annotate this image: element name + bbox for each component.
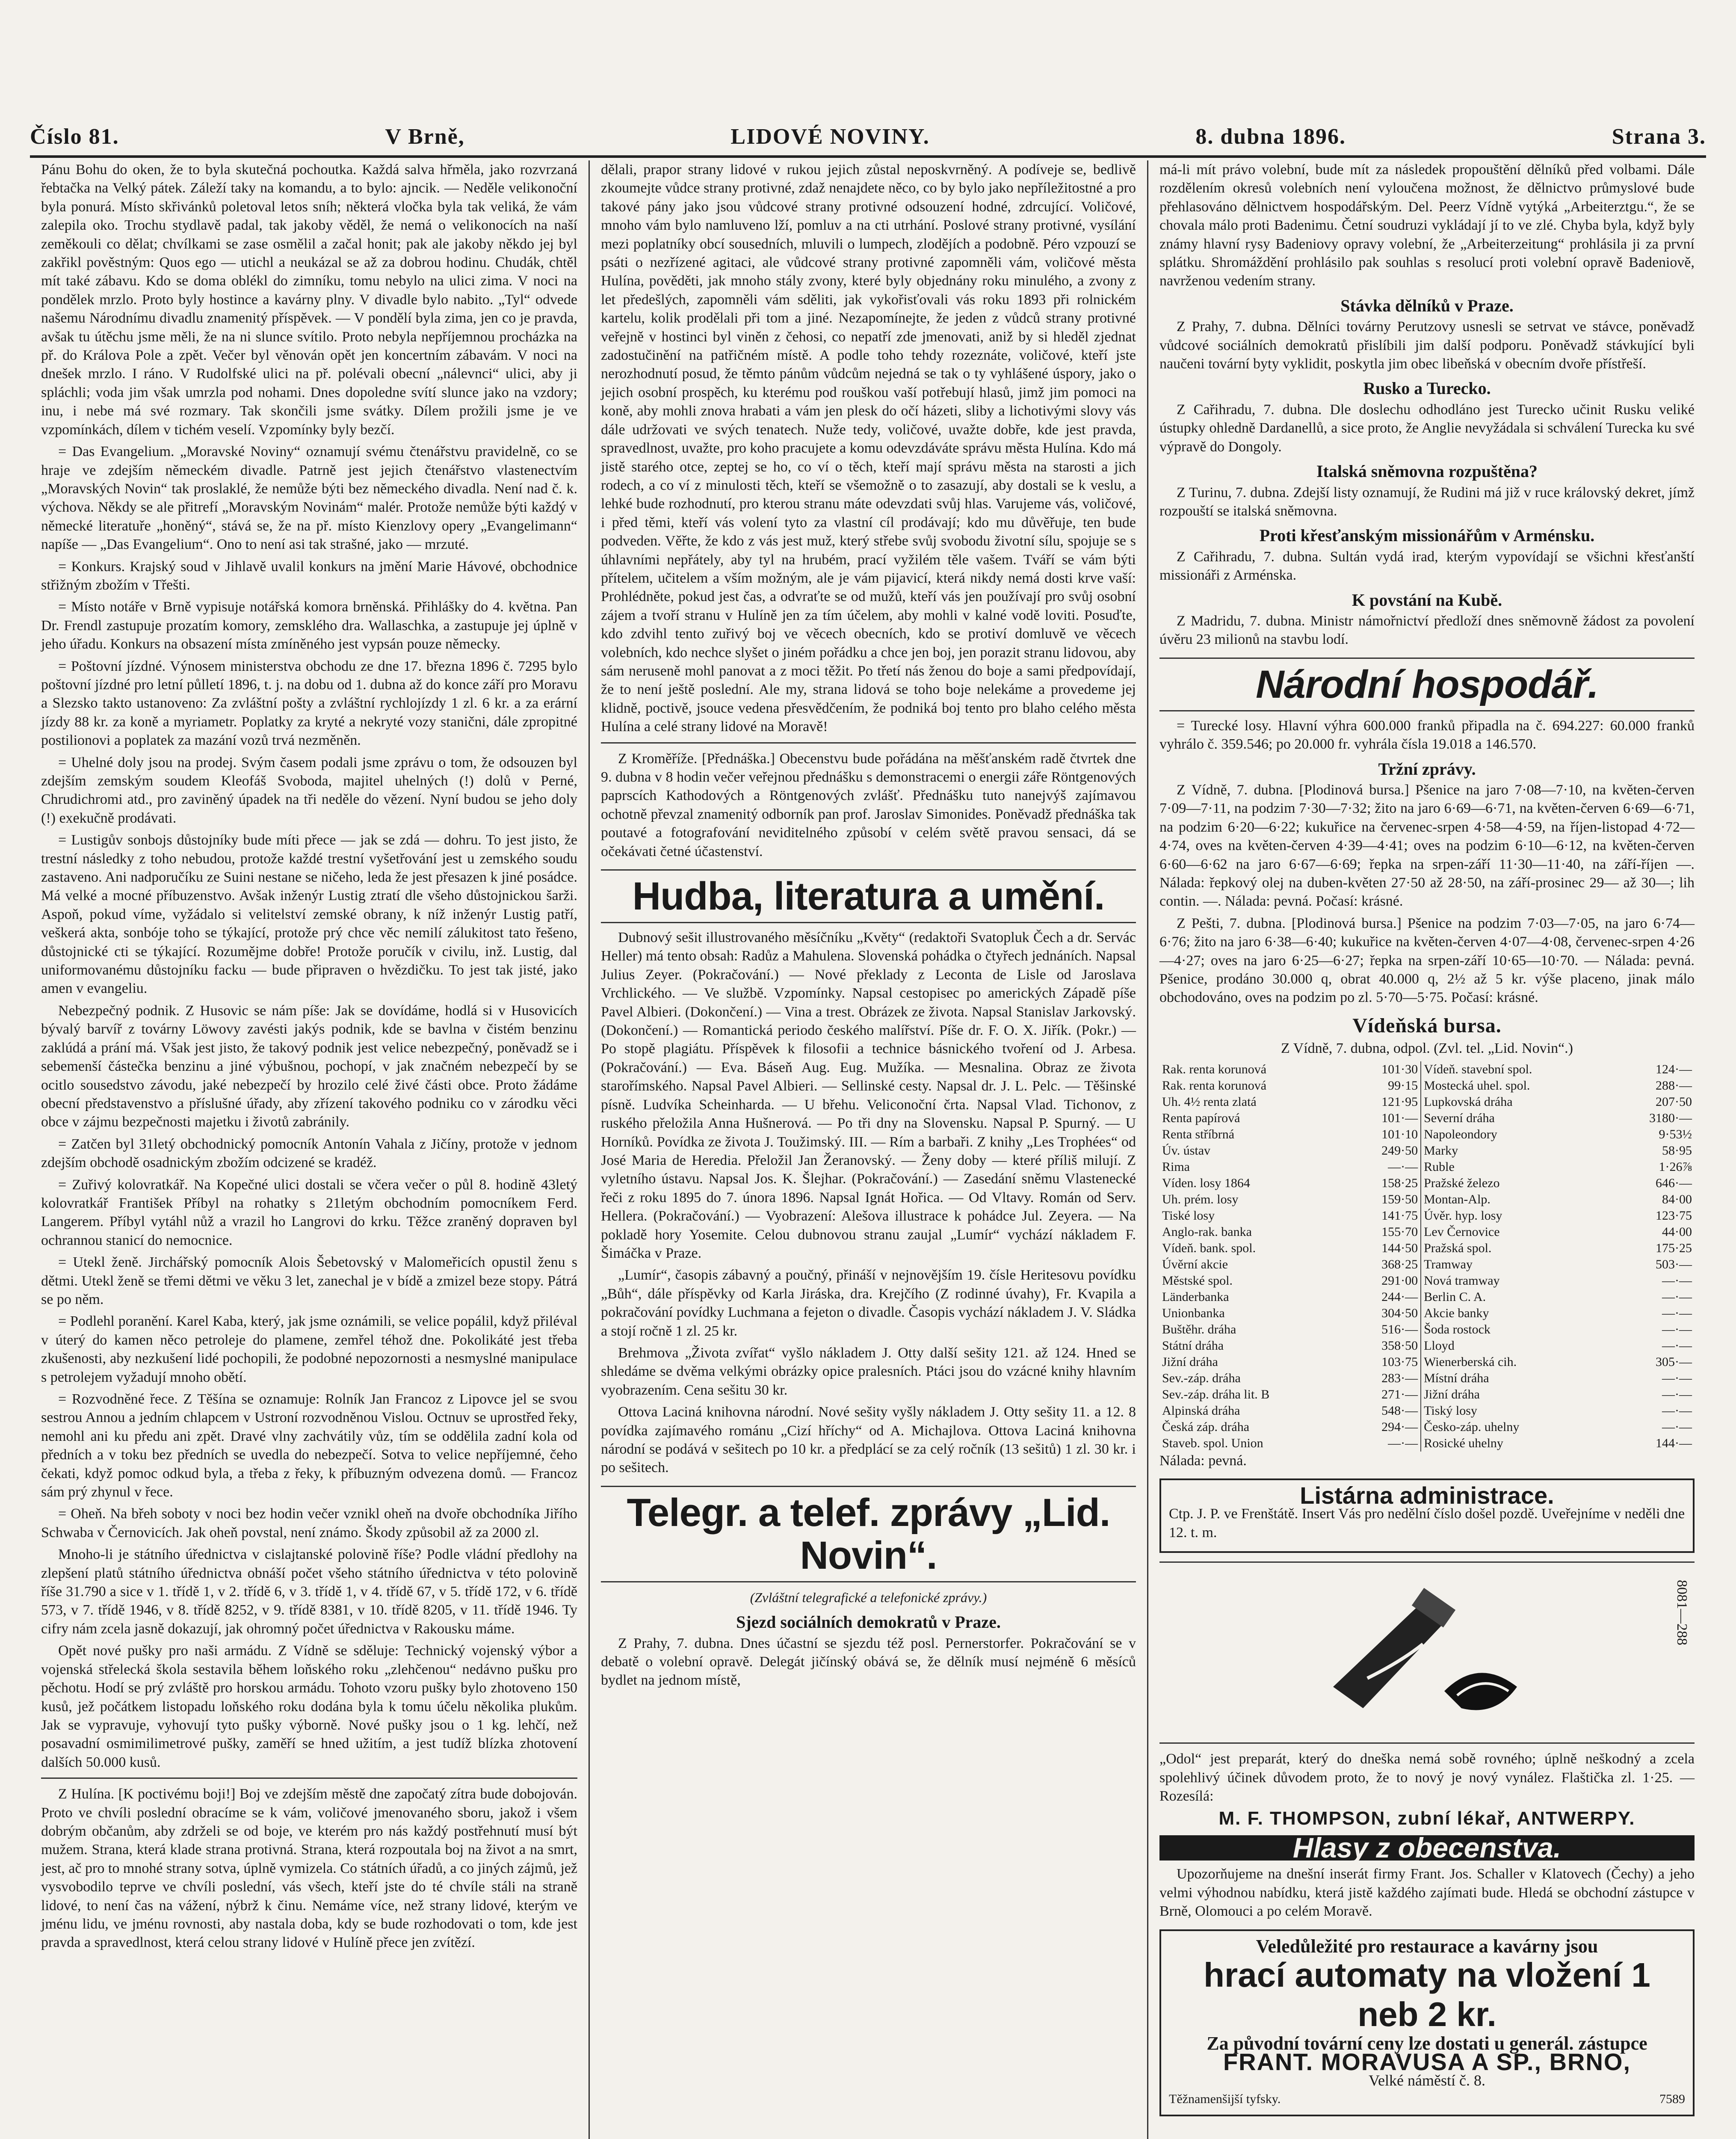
- stock-name: Šoda rostock: [1421, 1321, 1613, 1338]
- stock-row: [1159, 1110, 1695, 1126]
- stock-row: [1159, 1191, 1695, 1208]
- stock-price: 159·50: [1381, 1192, 1418, 1206]
- bursa-mood: Nálada: pevná.: [1159, 1452, 1247, 1469]
- stock-price: 207·50: [1656, 1094, 1692, 1109]
- stock-price: 175·25: [1656, 1241, 1692, 1255]
- stock-price: 155·70: [1381, 1224, 1418, 1239]
- news-heading: Proti křesťanským missionářům v Arménsku.: [1259, 526, 1595, 545]
- notice-title: Listárna administrace.: [1300, 1482, 1554, 1509]
- article-paragraph: Opět nové pušky pro naši armádu. Z Vídně se sděluje: Technický vojenský výbor a vojenská střelecká škola sestavila během loňského roku „zlehčenou“ nedávno pušku pro pěchotu. Hodí se prý zvláště pro horskou armádu. Tohoto vzoru pušky bylo zhotoveno 150 kusů, jež počátkem listopadu loňského roku dodána byla k tomu účelu několika plukům. Jak se vypravuje, vyhovují tyto pušky výborně. Nové pušky jsou o 1 kg. lehčí, než posavadní osmimilimetrové pušky, zaměří se hned užitím, a jest tudíž blízka zhotovení dalších 50.000 kusů.: [41, 1643, 577, 1770]
- stock-price: 124·—: [1656, 1062, 1692, 1076]
- article-paragraph: = Das Evangelium. „Moravské Noviny“ oznamují svému čtenářstvu pravidelně, co se hraje ve zdejším německém divadle. Patrně jest jejich čtenářstvo vlastenectvím „Moravských Novin“ tak proslaklé, že nemůže býti bez německého divadla. Není nad č. k. výchova. Někdy se ale přitrefí „Moravským Novinám“ malér. Protože nemůže býti každý v německé literatuře „honěný“, stává se, že na př. místo Kienzlovy opery „Evangelimann“ napíše — „Das Evangelium“. Ono to není asi tak strašné, jako — mrzuté.: [41, 444, 577, 553]
- news-heading: Sjezd sociálních demokratů v Praze.: [736, 1612, 1001, 1632]
- article-paragraph: dělali, prapor strany lidové v rukou jejich zůstal neposkvrněný. A podíveje se, bedlivě zkoumejte vůdce strany protivné, zdaž nenajdete něco, co by bylo jako nepříležitostné a pro takové pány jako jsou vůdcové strany protivné odsouzení hodné, zdrcující. Voličové, mnoho vám bylo namluveno lží, pomluv a na cti utrhání. Poslové strany protivné, vysílání mezi poplatníky obcí sousedních, mluvili o lumpech, zlodějích a podobně. Péro vzpouzí se psáti o nezřízené agitaci, ale vůdcové strany protivné zapomněli vám, voličové města Hulína, pověděti, jak mnoho stály zvony, které byly objednány roku minulého, a zvony z let předešlých, zapomněli vám sděliti, jak vykořisťovali vás roku 1893 při rolnickém kartelu, kolik prodělali při tom a jiné. Nezapomínejte, že jeden z vůdců strany protivné veřejně v hostinci byl viněn z čehosi, co nepatří zde jmenovati, aniž by si hleděl zjednat zadostučinění na patřičném místě. A podle toho tehdy rozeznáte, voličové, kteří jste nerozhodnutí posud, že těmto pánům vůdcům nejedná se tak o ty vyhlášené úspory, jako o jejich osobní prospěch, ku kterému pod rouškou vaší potřebují hlasů, jimž jim pomoci na koně, aby mohli znova hrabati a vám jen plesk do očí házeti, sliby a lichotivými slovy vás dále udržovati ve svých tenatech. Nuže tedy, voličové, uvažte dobře, kde jest pravda, spravedlnost, uvažte, pro koho pracujete a komu odevzdáváte správu města Hulína. Kdo má jistě starého otce, zeptej se ho, co ví o těch, kteří mají správu města na starosti a jich rodech, a co ví z minulosti těch, kteří se všemožně o to zasazují, aby dostali se k veslu, a lehké bude rozhodnutí, pro kterou stranu máte odevzdati svůj hlas. Varujeme vás, voličové, i před těmi, kteří vás volení tyto za vlastní cíl prodávají; kdo mu důvěřuje, ten bude podveden. Věřte, že kdo z vás jest muž, který střebe svůj svobodu životní sílu, spojuje se s úhlavními nepřátely, aby tyl na hrubém, prací vyžilém těle vašem. Tváří se vám býti přítelem, učitelem a vším možným, ale je vám pijavicí, která nikdy nemá dosti krve vaší: Prohlédněte, pokud jest čas, a odvraťte se od mužů, kteří vás jen používají pro svůj osobní zájem a tvoří stranu v Hulíně jen za tím účelem, aby mohli v kalné vodě loviti. Posuďte, kdo zdvihl tento zuřivý boj ve věcech obecních, kdo se protiví domluvě ve věcech volebních, kdo nechce slyšet o jiném pořádku a chce jen boj, jen porazit stranu lidovou, aby sám neruseně mohl panovat a z moci těžit. Po třetí nás ženou do boje a sami předpovídají, že to není ještě poslední. Ale my, strana lidová se toho boje nelekáme a provedeme jej klidně, poctivě, jsouce vedena přesvědčením, že podniká boj tento pro blaho celého města Hulína a celé strany lidové na Moravě!: [601, 162, 1136, 735]
- stock-price: —·—: [1662, 1306, 1692, 1320]
- divider: [41, 1778, 577, 1779]
- stock-name: Jižní dráha: [1421, 1386, 1613, 1403]
- odol-advertisement: [1159, 1561, 1695, 1744]
- stock-table: [1159, 1061, 1695, 1452]
- ad-intro: Veledůležité pro restaurace a kavárny jsou: [1256, 1935, 1598, 1957]
- automat-advertisement: [1159, 1929, 1695, 2116]
- stock-price: 121·95: [1381, 1094, 1418, 1109]
- stock-price: 99·15: [1388, 1078, 1418, 1093]
- stock-row: [1159, 1143, 1695, 1159]
- stock-price: 271·—: [1381, 1387, 1418, 1401]
- stock-name: Napoleondory: [1421, 1126, 1613, 1143]
- article-paragraph: = Zuřivý kolovratkář. Na Kopečné ulici dostali se včera večer o půl 8. hodině 43letý kolovratkář František Příbyl na rohatky s 21letým obchodním pomocníkem Ferd. Langerem. Příbyl vytáhl nůž a vrazil ho Langrovi do krku. Těžce zraněný dopraven byl ochrannou stanicí do nemocnice.: [41, 1176, 577, 1248]
- stock-price: —·—: [1388, 1159, 1418, 1174]
- stock-price: 101·10: [1381, 1127, 1418, 1141]
- stock-price: 9·53½: [1659, 1127, 1692, 1141]
- article-paragraph: = Místo notáře v Brně vypisuje notářská komora brněnská. Přihlášky do 4. května. Pan Dr. Frendl zastupuje prozatím komory, zemsklého dra. Wallaschka, a zastupuje jej úplně v jeho úřadu. Konkurs na obsazení místa zmíněného jest vypsán pouze německy.: [41, 599, 577, 652]
- stock-name: Berlin C. A.: [1421, 1289, 1613, 1305]
- stock-row: [1159, 1435, 1695, 1452]
- stock-name: Městské spol.: [1162, 1273, 1233, 1288]
- stock-name: Tiský losy: [1421, 1403, 1613, 1419]
- section-heading-economy: Národní hospodář.: [1159, 658, 1695, 711]
- stock-price: —·—: [1662, 1273, 1692, 1288]
- stock-name: Länderbanka: [1162, 1289, 1229, 1304]
- stock-price: —·—: [1662, 1289, 1692, 1304]
- stock-name: Lloyd: [1421, 1338, 1613, 1354]
- stock-row: [1159, 1094, 1695, 1110]
- stock-row: [1159, 1256, 1695, 1273]
- stock-price: 249·50: [1381, 1143, 1418, 1158]
- stock-price: 305·—: [1656, 1354, 1692, 1369]
- odol-bottle-illustration: [1316, 1580, 1538, 1725]
- stock-price: 44·00: [1662, 1224, 1692, 1239]
- ad-code: 8081—288: [1674, 1580, 1690, 1646]
- article-paragraph: Z Kroměříže. [Přednáška.] Obecenstvu bude pořádána na měšťanském radě čtvrtek dne 9. dubna v 8 hodin večer veřejnou přednášku s demonstracemi o energii záře Röntgenových paprscích Kathodových a Röntgenových zvlášť. Přednášku tuto nanejvýš zajímavou ochotně převzal znamenitý odborník pan prof. Jaroslav Simonides. Poněvadž přednáška tak poutavé a fotografování neviditelného způsobí v celém světě pravou sensaci, dá se očekávati četné účastenství.: [601, 750, 1136, 859]
- stock-price: 144·—: [1656, 1436, 1692, 1450]
- article-paragraph: = Podlehl poranění. Karel Kaba, který, jak jsme oznámili, se velice popálil, když přiléval v úterý do kamen něco petroleje do plamene, zemřel téhož dne. Pokolikáté jest třeba zkušenosti, aby nezkušení lidé pochopili, že podobné nepozornosti a nesmyslné manipulace s petrolejem vyžadují mnoho obětí.: [41, 1313, 577, 1385]
- stock-price: 103·75: [1381, 1354, 1418, 1369]
- section-heading-culture: Hudba, literatura a umění.: [601, 869, 1136, 923]
- stock-name: Sev.-záp. dráha: [1162, 1371, 1241, 1385]
- news-heading: Italská sněmovna rozpuštěna?: [1316, 462, 1538, 481]
- stock-price: 101·—: [1381, 1111, 1418, 1125]
- issue-number: Číslo 81.: [30, 124, 119, 149]
- stock-name: Místní dráha: [1421, 1370, 1613, 1386]
- stock-name: Úvěrní akcie: [1162, 1257, 1228, 1271]
- article-paragraph: má-li mít právo volební, bude mít za následek propouštění dělníků před volbami. Dále rozdělením okresů volebních není vyloučena možnost, že dělnictvo průmyslové bude přehlasováno dělnictvem hospodářským. Del. Peerz Vídně vytýká „Arbeiterztgu.“, že se chovala málo proti Badenimu. Četní soudruzi vykládají jí to ve zlé. Chyba byla, když byly známy hlavní rysy Badeniovy opravy volební, že „Arbeiterzeitung“ prohlásila ji za první splátku. Shromáždění prohlásilo pak souhlas s resolucí proti volební opravě Badeniově, navrženou vedením strany.: [1159, 162, 1695, 289]
- stock-price: —·—: [1662, 1338, 1692, 1353]
- stock-name: Vídeň. stavební spol.: [1421, 1061, 1613, 1078]
- stock-row: [1159, 1240, 1695, 1256]
- stock-price: 144·50: [1381, 1241, 1418, 1255]
- stock-name: Staveb. spol. Union: [1162, 1436, 1263, 1450]
- stock-name: Renta papírová: [1162, 1111, 1240, 1125]
- stock-row: [1159, 1159, 1695, 1175]
- stock-row: [1159, 1208, 1695, 1224]
- article-paragraph: Mnoho-li je státního úřednictva v cislajtanské polovině říše? Podle vládní předlohy na zlepšení platů státního úřednictva obnáší počet všeho státního úřednictva v této polovině říše 31.790 a sice v 1. třídě 1, v 2. třídě 6, v 3. třídě 1, v 4. třídě 67, v 5. třídě 172, v 6. třídě 573, v 7. třídě 1946, v 8. třídě 8252, v 9. třídě 8381, v 10. třídě 8205, v 11. třídě 1946. Ty cifry nám zcela jasně dokazují, jak ohromný počet úřednictva v Rakousku máme.: [41, 1546, 577, 1637]
- ad-headline: hrací automaty na vložení 1 neb 2 kr.: [1204, 1955, 1650, 2033]
- stock-name: Ruble: [1421, 1159, 1613, 1175]
- stock-price: —·—: [1662, 1419, 1692, 1434]
- stock-name: Uh. prém. losy: [1162, 1192, 1239, 1206]
- stock-name: Anglo-rak. banka: [1162, 1224, 1252, 1239]
- stock-price: 84·00: [1662, 1192, 1692, 1206]
- stock-name: Úv. ústav: [1162, 1143, 1211, 1158]
- stock-row: [1159, 1354, 1695, 1370]
- stock-row: [1159, 1126, 1695, 1143]
- stock-name: Wienerberská cih.: [1421, 1354, 1613, 1370]
- article-paragraph: Dubnový sešit illustrovaného měsíčníku „Květy“ (redaktoři Svatopluk Čech a dr. Servác Heller) má tento obsah: Radůz a Mahulena. Slovenská pohádka o čtyřech jednáních. Napsal Julius Zeyer. (Pokračování.) — Nové překlady z Leconta de Lisle od Jaroslava Vrchlického. — Ve službě. Vzpomínky. Napsal cestopisec po amerických Západě píše Pavel Albieri. (Dokončení.) — Vina a trest. Obrázek ze života. Napsal Stanislav Jarkovský. (Dokončení.) — Romantická periodo českého malířství. Píše dr. F. O. X. Jiřík. (Pokr.) — Po stopě plagiátu. Příspěvek k filosofii a technice básnického tvoření od J. Arbesa. (Pokračování.) — Eva. Báseň Aug. Eug. Mužíka. — Mesnalina. Obraz ze života starořímského. Napsal Pavel Albieri. — Sellinské cesty. Napsal dr. J. L. Pelc. — Těšinské písně. Ludvíka Scheinharda. — U břehu. Veliconoční črta. Napsal Vlad. Tichonov, z ruského přeložila Anna Hušnerová. — Po tři dny na Slovensku. Napsal P. Spurný. — U Horníků. Povídka ze života J. Toužimský. III. — Rím a barbaři. Z knihy „Les Trophées“ od José Maria de Heredia. Přeložil Jan Žeranovský. — Ženy doby — které příliš milují. Z vyletního ústavu. Napsal Jos. K. Šlejhar. (Pokračování.) — Zasedání sněmu Vlastenecké řeči z roku 1895 do 7. února 1896. Napsal Ignát Hořica. — Od Vltavy. Román od Serv. Hellera. (Pokračování.) — Vyobrazení: Alešova illustrace k pohádce Jul. Zeyera. — Na pokladě hory Yosemite. Celou dubnovou stranu zaujal „Lumír“ vychází nákladem F. Šimáčka v Praze.: [601, 930, 1136, 1261]
- ad-number: 7589: [1659, 2092, 1685, 2106]
- stock-price: 291·00: [1381, 1273, 1418, 1288]
- stock-name: Pražská spol.: [1421, 1240, 1613, 1256]
- article-paragraph: Z Cařihradu, 7. dubna. Dle doslechu odhodláno jest Turecko učinit Rusku veliké ústupky ohledně Dardanellů, a sice proto, že Anglie nevyžádala si schválení Turecka ku své výpravě do Dongoly.: [1159, 401, 1695, 455]
- stock-name: Akcie banky: [1421, 1305, 1613, 1321]
- issue-date: 8. dubna 1896.: [1195, 124, 1346, 149]
- ad-tagline: Těžnamenšijší tyfsky.: [1169, 2092, 1281, 2106]
- stock-name: Víden. losy 1864: [1162, 1176, 1250, 1190]
- stock-name: Buštěhr. dráha: [1162, 1322, 1236, 1336]
- masthead-city: V Brně,: [385, 124, 465, 149]
- ad-firm: FRANT. MORAVUSA A SP., BRNO,: [1223, 2048, 1631, 2076]
- article-paragraph: = Poštovní jízdné. Výnosem ministerstva obchodu ze dne 17. března 1896 č. 7295 bylo poštovní jízdné pro letní půlletí 1896, t. j. na dobu od 1. dubna až do konce září pro Moravu a Slezsko takto ustanoveno: Za zvláštní pošty a zvláštní rychlojízdy 1 zl. 6 kr. a za erární jízdy 88 kr. za koně a myriametr. Poplatky za kryté a nekryté vozy stanični, dále zpropitné postilionovi a poplatek za mazání vozů trvá nezměněn.: [41, 658, 577, 749]
- ad-subline: Za původní tovární ceny lze dostati u generál. zástupce: [1207, 2032, 1647, 2054]
- article-paragraph: = Oheň. Na břeh soboty v noci bez hodin večer vznikl oheň na dvoře obchodníka Jiřího Schwaba v Černovicích. Jak oheň povstal, není známo. Škody způsobil až za 2000 zl.: [41, 1506, 577, 1541]
- stock-price: 368·25: [1381, 1257, 1418, 1271]
- article-paragraph: = Rozvodněné řece. Z Těšína se oznamuje: Rolník Jan Francoz z Lipovce jel se svou sestrou Annou a jedním chlapcem v Ustroní rozvodněnou Vislou. Octnuv se uprostřed řeky, nemohl ani ku předu ani zpět. Dravé vlny zachvátily vůz, tím se oddělila zadní kola od předních a v toku bez předních se uvedla do nebezpečí. Sotva to velice nepříjemné, čeho čekati, když pomoc odkud byla, a třeba z řeky, k příbuzným odvezena domů. — Francoz sám prý zhynul v řece.: [41, 1391, 577, 1500]
- ad-address: Velké náměstí č. 8.: [1369, 2071, 1485, 2089]
- section-heading-telegrams: Telegr. a telef. zprávy „Lid. Novin“.: [601, 1486, 1136, 1582]
- news-heading: K povstání na Kubě.: [1352, 590, 1502, 610]
- divider: [601, 742, 1136, 744]
- stock-price: 304·50: [1381, 1306, 1418, 1320]
- stock-row: [1159, 1338, 1695, 1354]
- article-paragraph: Z Prahy, 7. dubna. Dnes účastní se sjezdu též posl. Pernerstorfer. Pokračování se v debatě o volební opravě. Delegát jičínský obává se, že dělník musí nejméně 6 měsíců bydlet na jednom místě,: [601, 1635, 1136, 1689]
- masthead: [30, 21, 1706, 158]
- news-heading: Vídeňská bursa.: [1352, 1014, 1502, 1037]
- stock-price: 358·50: [1381, 1338, 1418, 1353]
- stock-price: —·—: [1662, 1387, 1692, 1401]
- article-paragraph: Z Turinu, 7. dubna. Zdejší listy oznamují, že Rudini má již v ruce královský dekret, jímž rozpouští se italská sněmovna.: [1159, 484, 1695, 519]
- stock-price: 123·75: [1656, 1208, 1692, 1223]
- bursa-intro: Z Vídně, 7. dubna, odpol. (Zvl. tel. „Lid. Novin“.): [1281, 1040, 1573, 1057]
- stock-price: 646·—: [1656, 1176, 1692, 1190]
- article-paragraph: Ottova Laciná knihovna národní. Nové sešity vyšly nákladem J. Otty sešity 11. a 12. 8 povídka zajímavého románu „Cizí hříchy“ od A. Michajlova. Ottova Laciná knihovna národní se podává v sešitech po 10 kr. a předplácí se za celý ročník (13 sešitů) 1 zl. 30 kr. i po sešitech.: [601, 1404, 1136, 1476]
- stock-price: 58·95: [1662, 1143, 1692, 1158]
- section-heading-public: Hlasy z obecenstva.: [1159, 1835, 1695, 1861]
- stock-price: —·—: [1662, 1403, 1692, 1418]
- stock-price: 516·—: [1381, 1322, 1418, 1336]
- section-subheading: (Zvláštní telegrafické a telefonické zprávy.): [750, 1589, 987, 1605]
- article-paragraph: Nebezpečný podnik. Z Husovic se nám píše: Jak se dovídáme, hodlá si v Husovicích bývalý barvíř z továrny Löwovy zavésti jakýs podnik, kde se bavlna v čistém benzinu zaklúdá a prání má. Však jest jisto, že takový podnik jest velice nebezpečný, poněvadž se i sebemenší částečka benzinu a jiné výbušnou, pochopí, v jak značném nebezpečí by se ocitlo sousedstvo závodu, jaké nebezpečí by hrozilo celé živé části obce. Proto žádáme obecní představenstvo a příslušné úřady, aby zřízení takového podniku co v zárodku věci obce v zájmu bezpečnosti majetku i životů zabránily.: [41, 1002, 577, 1130]
- article-paragraph: Z Hulína. [K poctivému boji!] Boj ve zdejším městě dne započatý zítra bude dobojován. Proto ve chvíli poslední obracíme se k vám, voličové jmenovaného sboru, jakož i všem dobrým občanům, aby zdrželi se od boje, ve kterém pro nás každý postřehnutí musí být mužem. Strana, která klade strana protivná. Strana, která rozpoutala boj na život a na smrt, jest, ač pro to mnohé strany sotva, úplně vymizela. Co státních úřadů, a co jiných zájmů, jež vysvobodilo teprve ve chvíli poslední, vás všech, kteří jste do té chvíle stáli na straně lidové, to není čas na vážení, nýbrž k činu. Nemáme více, než strany lidové, kterým ve jménu lidu, ve jménu rovnosti, aby nastala doba, kdy se bude rozhodovati o tom, kde jest pravda a spravedlnost, která celou strany lidové v Hulíně přece jen zvítězí.: [41, 1786, 577, 1951]
- article-paragraph: Pánu Bohu do oken, že to byla skutečná pochoutka. Každá salva hřměla, jako rozvrzaná řebtačka na Velký pátek. Záleží taky na komandu, a to bylo: ajncik. — Neděle velikonoční byla ponurá. Místo skřivánků poletoval letos sníh; některá vločka byla tak veliká, že vám zalepila oko. Trochu stydlavě padal, tak jakoby věděl, že nemá o velikonocích na naší zeměkouli co dělat; chvílkami se zase osmělil a začal honit; pak ale jakoby někdo jej byl zakřikl pověstným: Quos ego — utichl a neukázal se až za dobrou hodinu. Chudák, chtěl mít také zábavu. Kdo se doma oblékl do zimníku, tomu nebylo na ulici zima. V noci na pondělek mrzlo. Proto byly hostince a kavárny plny. V divadle bylo nabito. „Tyl“ odvede našemu Národnímu divadlu znamenitý příspěvek. — V pondělí byla zima, jen co je pravda, avšak tu útěchu jsme měli, že na ni slunce svítilo. Proto nebyla nepříjemnou procházka na př. do Králova Pole a zpět. Večer byl věnován opět jen koncertním zábavám. V noci na dnešek mrzlo. I ráno. V Rudolfské ulici na př. polévali obecní „nálevnci“ ulici, aby ji spláchli; voda jim však umrzla pod nohami. Dnes dopoledne svítí slunce jako na vzdory; inu, i nebe má své rozmary. Tak skončili jsme svátky. Dílem prožili jsme je ve vzpomínkách, dílem v tichém veselí. Vzpomínky byly bezčí.: [41, 162, 577, 438]
- stock-row: [1159, 1273, 1695, 1289]
- stock-name: Tiské losy: [1162, 1208, 1215, 1223]
- stock-name: Rak. renta korunová: [1162, 1078, 1267, 1093]
- stock-row: [1159, 1386, 1695, 1403]
- stock-row: [1159, 1370, 1695, 1386]
- stock-price: 1·26⅞: [1659, 1159, 1692, 1174]
- stock-price: 503·—: [1656, 1257, 1692, 1271]
- stock-name: Vídeň. bank. spol.: [1162, 1241, 1256, 1255]
- stock-row: [1159, 1419, 1695, 1435]
- stock-name: Pražské železo: [1421, 1175, 1613, 1191]
- stock-row: [1159, 1403, 1695, 1419]
- article-paragraph: = Uhelné doly jsou na prodej. Svým časem podali jsme zprávu o tom, že odsouzen byl zdejším zemským soudem Kleofáš Svoboda, majitel uhelných (!) dolů v Perné, Chrudichromi atd., pro zaviněný úpadek na tři neděle do vězení. Nyní budou se jeho doly (!) exekučně prodávati.: [41, 754, 577, 826]
- article-paragraph: „Lumír“, časopis zábavný a poučný, přináší v nejnovějším 19. čísle Heritesovu povídku „Bůh“, dále příspěvky od Karla Jiráska, dra. Krejčího (Z rodinné úvahy), Fr. Kvapila a pokračování povídky Luchmana a fejeton o divadle. Časopis vychází nákladem J. V. Sládka a stojí ročně 1 zl. 25 kr.: [601, 1267, 1136, 1339]
- news-heading: Stávka dělníků v Praze.: [1340, 296, 1514, 315]
- column-1: [30, 160, 589, 2139]
- news-heading: Tržní zprávy.: [1378, 759, 1476, 779]
- news-heading: Rusko a Turecko.: [1363, 379, 1491, 398]
- stock-price: 548·—: [1381, 1403, 1418, 1418]
- article-paragraph: Z Vídně, 7. dubna. [Plodinová bursa.] Pšenice na jaro 7·08—7·10, na květen-červen 7·09—7·11, na podzim 7·30—7·32; žito na jaro 6·69—6·71, na květen-červen 6·69—6·71, na podzim 6·20—6·22; kukuřice na červenec-srpen 4·58—4·59, na říjen-listopad 4·72—4·74, oves na květen-červen 4·39—4·41; oves na podzim 6·10—6·12, na květen-červen 6·60—6·62 na jaro 6·67—6·69; řepka na srpen-září 11·30—11·40, na září-říjen —. Nálada: řepkový olej na duben-květen 27·50 až 28·50, na září-prosinec 29— až 30—; lih contin. —. Nálada: pevná. Počasí: krásné.: [1159, 782, 1695, 910]
- stock-price: 244·—: [1381, 1289, 1418, 1304]
- stock-name: Státní dráha: [1162, 1338, 1224, 1353]
- stock-name: Renta stříbrná: [1162, 1127, 1235, 1141]
- stock-row: [1159, 1321, 1695, 1338]
- stock-name: Rima: [1162, 1159, 1190, 1174]
- stock-price: 283·—: [1381, 1371, 1418, 1385]
- column-2: [589, 160, 1147, 2139]
- stock-name: Rosické uhelny: [1421, 1435, 1613, 1452]
- stock-name: Severní dráha: [1421, 1110, 1613, 1126]
- stock-name: Nová tramway: [1421, 1273, 1613, 1289]
- article-paragraph: Z Prahy, 7. dubna. Dělníci továrny Perutzovy usnesli se setrvat ve stávce, poněvadž vůdcové sociálních demokratů přislíbili jim další podporu. Poněvadž stávkující byli naučeni tovární byty vyklidit, poskytla jim obec libeňská v obecním dvoře přístřeší.: [1159, 319, 1695, 372]
- article-paragraph: = Zatčen byl 31letý obchodnický pomocník Antonín Vahala z Jičíny, protože v jednom zdejším obchodě osadnickým zbožím odcizené se kradéž.: [41, 1136, 577, 1171]
- stock-name: Unionbanka: [1162, 1306, 1225, 1320]
- stock-row: [1159, 1061, 1695, 1078]
- stock-row: [1159, 1175, 1695, 1191]
- stock-name: Tramway: [1421, 1256, 1613, 1273]
- stock-name: Česká záp. dráha: [1162, 1419, 1250, 1434]
- stock-name: Lev Černovice: [1421, 1224, 1613, 1240]
- article-paragraph: = Turecké losy. Hlavní výhra 600.000 franků připadla na č. 694.227: 60.000 franků vyhrálo č. 359.546; po 20.000 fr. vyhrála čísla 19.018 a 146.570.: [1159, 717, 1695, 753]
- stock-price: 288·—: [1656, 1078, 1692, 1093]
- article-paragraph: = Konkurs. Krajský soud v Jihlavě uvalil konkurs na jmění Marie Hávové, obchodnice střižným zbožím v Třešti.: [41, 558, 577, 593]
- stock-price: —·—: [1662, 1322, 1692, 1336]
- stock-price: —·—: [1662, 1371, 1692, 1385]
- stock-name: Jižní dráha: [1162, 1354, 1218, 1369]
- stock-name: Úvěr. hyp. losy: [1421, 1208, 1613, 1224]
- stock-price: 101·30: [1381, 1062, 1418, 1076]
- stock-name: Mostecká uhel. spol.: [1421, 1078, 1613, 1094]
- article-paragraph: = Lustigův sonbojs důstojníky bude míti přece — jak se zdá — dohru. To jest jisto, že trestní následky z toho nebudou, protože každé trestní vyšetřování jest u zemského soudu zastaveno. Ani nadporučíku ze Suini nestane se ničeho, leda že jest přesazen k jiné posádce. Má velké a mocné příbuzenstvo. Avšak inženýr Lustig ztratí dle všeho důstojnickou šarži. Aspoň, pokud víme, vyžádalo si velitelství zemské obrany, k níž inženýr Lustig patří, veškerá akta, sonbóje toho se týkající, protože prý chce věc nemilí zálukitost tato řešeno, důstojnické cti se týkající. Rozumějme dobře! Protože poručík v civilu, inž. Lustig, dal uniformovanému důstojníku facku — bude připraven o hvězdičku. To jest tak jisté, jako amen v evangeliu.: [41, 832, 577, 997]
- stock-price: 141·75: [1381, 1208, 1418, 1223]
- stock-name: Montan-Alp.: [1421, 1191, 1613, 1208]
- column-3: [1147, 160, 1706, 2139]
- stock-price: 158·25: [1381, 1176, 1418, 1190]
- stock-name: Alpinská dráha: [1162, 1403, 1240, 1418]
- stock-price: 294·—: [1381, 1419, 1418, 1434]
- stock-price: 3180·—: [1649, 1111, 1692, 1125]
- stock-row: [1159, 1224, 1695, 1240]
- stock-name: Uh. 4½ renta zlatá: [1162, 1094, 1257, 1109]
- article-paragraph: Z Pešti, 7. dubna. [Plodinová bursa.] Pšenice na podzim 7·03—7·05, na jaro 6·74—6·76; žito na jaro 6·38—6·40; kukuřice na květen-červen 4·07—4·08, červenec-srpen 4·26—4·27; oves na jaro 6·25—6·27; řepka na srpen-září 10·65—10·70. — Nálada: pevná. Pšenice, prodáno 30.000 q, obrat 40.000 q, 2½ až 5 kr. výše placeno, jinak málo obchodováno, oves na podzim po zl. 5·70—5·75. Počasí: krásné.: [1159, 915, 1695, 1006]
- ad-text: „Odol“ jest preparát, který do dneška nemá sobě rovného; úplně neškodný a zcela spolehlivý účinek důvodem proto, že to nový je nový vynález. Flaštička zl. 1·25. — Rozesílá:: [1159, 1751, 1695, 1804]
- ad-advertiser: M. F. THOMPSON, zubní lékař, ANTWERPY.: [1218, 1807, 1635, 1829]
- stock-name: Marky: [1421, 1143, 1613, 1159]
- article-paragraph: Brehmova „Života zvířat“ vyšlo nákladem J. Otty další sešity 121. až 124. Hned se shledáme se dvěma velkými obrázky opice pralesních. Ptáci jsou do vzácné knihy hlavním vyobrazením. Cena sešitu 30 kr.: [601, 1345, 1136, 1398]
- article-paragraph: Upozorňujeme na dnešní inserát firmy Frant. Jos. Schaller v Klatovech (Čechy) a jeho velmi výhodnou nabídku, která jistě každého zajímati bude. Hledá se obchodní zástupce v Brně, Olomouci a po celém Moravě.: [1159, 1866, 1695, 1920]
- notice-box: [1159, 1478, 1695, 1553]
- stock-row: [1159, 1078, 1695, 1094]
- notice-text: Ctp. J. P. ve Frenštátě. Insert Vás pro nedělní číslo došel pozdě. Uveřejníme v neděli dne 12. t. m.: [1169, 1506, 1685, 1541]
- stock-row: [1159, 1305, 1695, 1321]
- article-paragraph: Z Madridu, 7. dubna. Ministr námořnictví předloží dnes sněmovně žádost za povolení úvěru 23 milionů na stavbu lodí.: [1159, 613, 1695, 648]
- stock-row: [1159, 1289, 1695, 1305]
- stock-name: Sev.-záp. dráha lit. B: [1162, 1387, 1270, 1401]
- stock-name: Česko-záp. uhelny: [1421, 1419, 1613, 1435]
- article-paragraph: Z Cařihradu, 7. dubna. Sultán vydá irad, kterým vypovídají se všichni křesťanští missionáři z Arménska.: [1159, 548, 1695, 584]
- page-number: Strana 3.: [1612, 124, 1706, 149]
- stock-price: —·—: [1388, 1436, 1418, 1450]
- stock-name: Rak. renta korunová: [1162, 1062, 1267, 1076]
- article-paragraph: = Utekl ženě. Jirchářský pomocník Alois Šebetovský v Malomeřicích opustil ženu s dětmi. Utekl ženě se třemi dětmi ve věku 3 let, zanechal je v bídě a zmizel beze stopy. Pátrá se po něm.: [41, 1254, 577, 1307]
- stock-name: Lupkovská dráha: [1421, 1094, 1613, 1110]
- newspaper-title: LIDOVÉ NOVINY.: [730, 124, 930, 149]
